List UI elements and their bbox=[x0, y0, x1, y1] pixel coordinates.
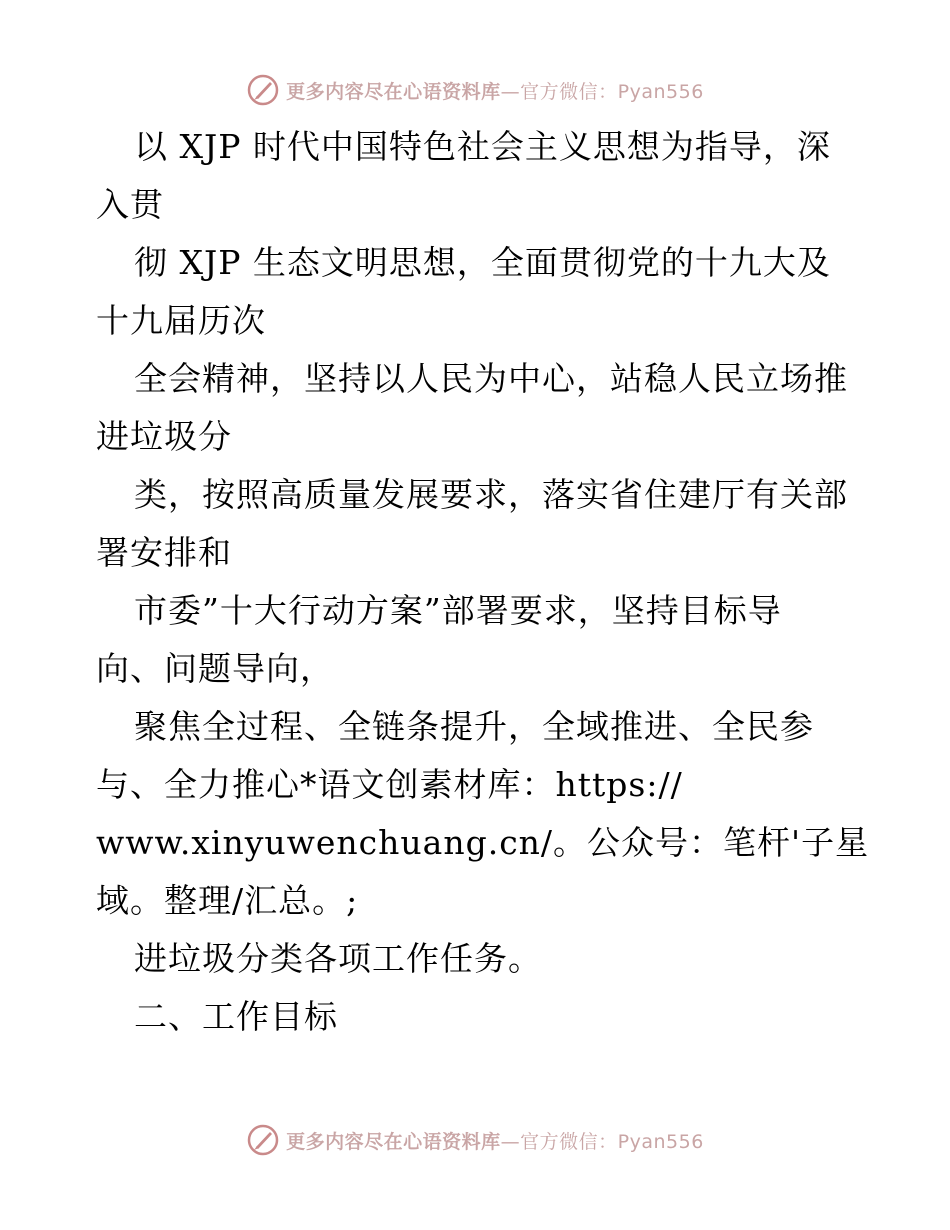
text-line: 域。整理/汇总。; bbox=[96, 881, 359, 920]
text-line: 署安排和 bbox=[96, 533, 232, 572]
text-line: 市委”十大行动方案”部署要求，坚持目标导 bbox=[134, 591, 782, 630]
text-line: www.xinyuwenchuang.cn/。公众号：笔杆'子星 bbox=[96, 823, 870, 862]
footer-brand: 更多内容尽在心语资料库 bbox=[286, 1130, 501, 1153]
header-wechat-tag: 官方微信：Pyan556 bbox=[520, 80, 704, 103]
footer-banner bbox=[0, 1122, 950, 1158]
text-line: 十九届历次 bbox=[96, 301, 266, 340]
document-body bbox=[96, 118, 896, 1046]
text-line: 进垃圾分 bbox=[96, 417, 232, 456]
text-line: 与、全力推心*语文创素材库：https:// bbox=[96, 765, 683, 804]
text-line: 向、问题导向， bbox=[96, 649, 334, 688]
text-line: 聚焦全过程、全链条提升，全域推进、全民参 bbox=[134, 707, 814, 746]
footer-separator: — bbox=[500, 1130, 521, 1153]
footer-wechat-tag: 官方微信：Pyan556 bbox=[520, 1130, 704, 1153]
text-line: 全会精神，坚持以人民为中心，站稳人民立场推 bbox=[134, 359, 848, 398]
header-separator: — bbox=[500, 80, 521, 103]
header-text bbox=[286, 77, 704, 104]
text-line: 类，按照高质量发展要求，落实省住建厅有关部 bbox=[134, 475, 848, 514]
quill-pen-logo-icon bbox=[246, 73, 280, 107]
text-line: 入贯 bbox=[96, 185, 164, 224]
text-line: 进垃圾分类各项工作任务。 bbox=[134, 939, 542, 978]
text-line: 以 XJP 时代中国特色社会主义思想为指导，深 bbox=[134, 127, 831, 166]
text-line: 彻 XJP 生态文明思想，全面贯彻党的十九大及 bbox=[134, 243, 831, 282]
quill-pen-logo-icon bbox=[246, 1123, 280, 1157]
footer-text bbox=[286, 1127, 704, 1154]
header-banner bbox=[0, 72, 950, 108]
header-brand: 更多内容尽在心语资料库 bbox=[286, 80, 501, 103]
section-heading: 二、工作目标 bbox=[134, 997, 338, 1036]
